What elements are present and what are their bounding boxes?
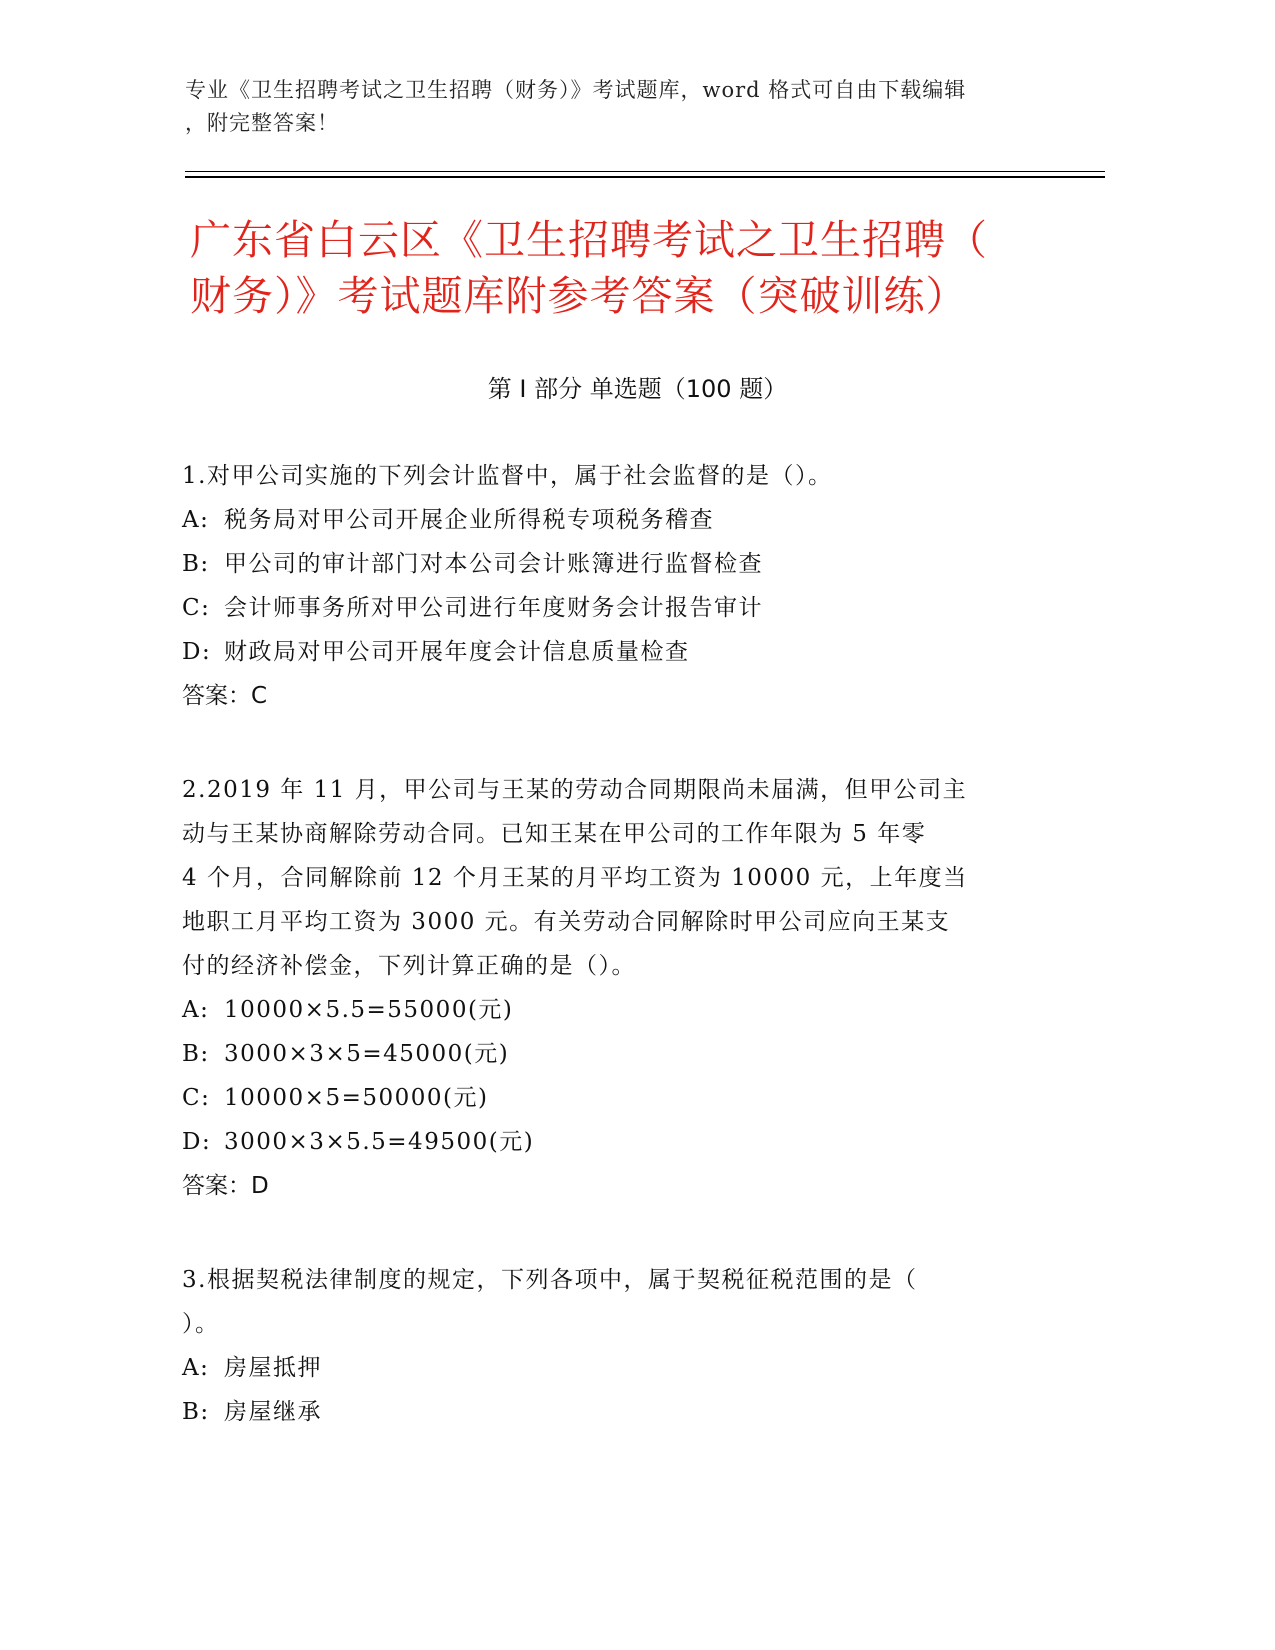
question-option [182,1076,1052,1120]
option-letter: A: [182,997,210,1023]
option-letter: A: [182,1355,210,1381]
header-note-line-2: ，附完整答案！ [185,111,339,135]
option-letter: A: [182,507,210,533]
option-letter: D: [182,639,212,665]
question-stem-line: 动与王某协商解除劳动合同。已知王某在甲公司的工作年限为 5 年零 [182,821,927,847]
option-text: 10000×5=50000(元) [224,1085,489,1111]
option-text: 财政局对甲公司开展年度会计信息质量检查 [224,639,690,665]
question-block [182,454,1052,718]
answer-line: 答案：C [182,683,268,709]
header-divider-bottom [185,176,1105,178]
option-text: 3000×3×5=45000(元) [224,1041,510,1067]
question-option [182,630,1052,674]
option-text: 房屋继承 [224,1399,322,1425]
option-letter: B: [182,1041,210,1067]
question-block [182,768,1052,1208]
question-block [182,1258,1052,1434]
section-heading: 第 I 部分 单选题（100 题） [487,375,788,403]
option-letter: B: [182,1399,210,1425]
header-note-line-1: 专业《卫生招聘考试之卫生招聘（财务）》考试题库，word 格式可自由下载编辑 [185,78,967,102]
document-title-line-1: 广东省白云区《卫生招聘考试之卫生招聘（ [190,216,988,264]
question-option [182,1032,1052,1076]
question-option [182,1390,1052,1434]
question-option [182,1346,1052,1390]
option-text: 3000×3×5.5=49500(元) [224,1129,535,1155]
option-letter: B: [182,551,210,577]
option-letter: D: [182,1129,212,1155]
question-stem-line: 付的经济补偿金，下列计算正确的是（）。 [182,953,636,979]
option-text: 会计师事务所对甲公司进行年度财务会计报告审计 [224,595,763,621]
question-option [182,542,1052,586]
question-option [182,1120,1052,1164]
document-title-line-2: 财务）》考试题库附参考答案（突破训练） [190,272,968,320]
header-divider-top [185,171,1105,172]
option-letter: C: [182,1085,211,1111]
option-text: 10000×5.5=55000(元) [224,997,514,1023]
document-title [190,212,1090,324]
answer-line: 答案：D [182,1173,269,1199]
question-option [182,586,1052,630]
question-stem-line: 1.对甲公司实施的下列会计监督中，属于社会监督的是（）。 [182,463,833,489]
question-option [182,988,1052,1032]
option-letter: C: [182,595,211,621]
question-stem-line: 4 个月，合同解除前 12 个月王某的月平均工资为 10000 元，上年度当 [182,865,968,891]
question-stem-line: 3.根据契税法律制度的规定，下列各项中，属于契税征税范围的是（ [182,1267,918,1293]
option-text: 甲公司的审计部门对本公司会计账簿进行监督检查 [224,551,763,577]
option-text: 税务局对甲公司开展企业所得税专项税务稽查 [224,507,714,533]
option-text: 房屋抵押 [224,1355,322,1381]
question-stem-line: 2.2019 年 11 月，甲公司与王某的劳动合同期限尚未届满，但甲公司主 [182,777,968,803]
question-stem-line: ）。 [182,1311,220,1337]
question-stem-line: 地职工月平均工资为 3000 元。有关劳动合同解除时甲公司应向王某支 [182,909,951,935]
header-note [185,74,1105,140]
question-list [182,454,1052,1484]
question-option [182,498,1052,542]
